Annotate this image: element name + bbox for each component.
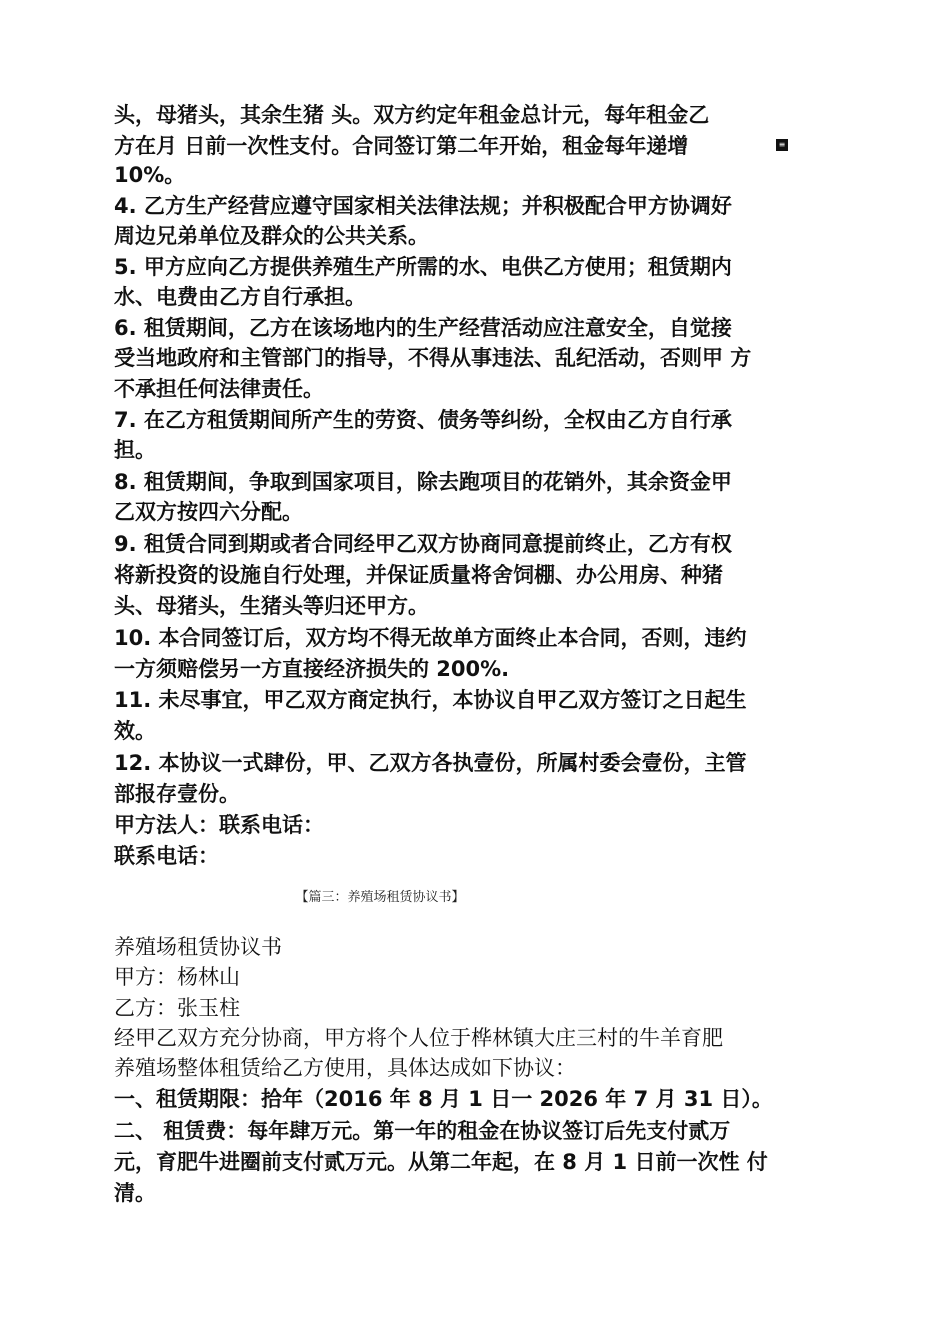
text-line: 8. 租赁期间，争取到国家项目，除去跑项目的花销外，其余资金甲: [114, 470, 732, 494]
text-line: 头、母猪头，生猪头等归还甲方。: [114, 594, 429, 618]
text-line: 10. 本合同签订后，双方均不得无故单方面终止本合同，否则，违约: [114, 626, 747, 650]
text-line: 11. 未尽事宜，甲乙双方商定执行，本协议自甲乙双方签订之日起生: [114, 688, 747, 712]
text-line: 5. 甲方应向乙方提供养殖生产所需的水、电供乙方使用；租赁期内: [114, 255, 732, 279]
text-line: 7. 在乙方租赁期间所产生的劳资、债务等纠纷，全权由乙方自行承: [114, 408, 732, 432]
text-line: 不承担任何法律责任。: [114, 377, 324, 401]
text-line: 方在月 日前一次性支付。合同签订第二年开始，租金每年递增: [114, 134, 689, 158]
text-line: 12. 本协议一式肆份，甲、乙双方各执壹份，所属村委会壹份，主管: [114, 751, 747, 775]
text-line: 周边兄弟单位及群众的公共关系。: [114, 224, 429, 248]
text-line: 甲方法人：联系电话：: [114, 813, 324, 837]
text-line: 甲方：杨林山: [114, 965, 240, 989]
text-line: 乙双方按四六分配。: [114, 500, 303, 524]
text-line: 9. 租赁合同到期或者合同经甲乙双方协商同意提前终止，乙方有权: [114, 532, 732, 556]
text-line: 水、电费由乙方自行承担。: [114, 285, 366, 309]
scan-marker-icon: ≡: [776, 139, 788, 151]
text-line: 清。: [114, 1181, 156, 1205]
text-line: 效。: [114, 719, 156, 743]
text-line: 10%。: [114, 163, 186, 187]
text-line: 担。: [114, 438, 156, 462]
text-line: 养殖场整体租赁给乙方使用，具体达成如下协议：: [114, 1056, 576, 1080]
text-line: 经甲乙双方充分协商，甲方将个人位于桦林镇大庄三村的牛羊育肥: [114, 1026, 723, 1050]
section-caption: 【篇三：养殖场租赁协议书】: [295, 890, 465, 905]
text-line: 联系电话：: [114, 844, 219, 868]
text-line: 乙方：张玉柱: [114, 996, 240, 1020]
text-line: 元，育肥牛进圈前支付贰万元。从第二年起，在 8 月 1 日前一次性 付: [114, 1150, 768, 1174]
text-line: 二、 租赁费：每年肆万元。第一年的租金在协议签订后先支付贰万: [114, 1119, 731, 1143]
text-line: 将新投资的设施自行处理，并保证质量将舍饲棚、办公用房、种猪: [114, 563, 723, 587]
text-line: 部报存壹份。: [114, 782, 240, 806]
text-line: 受当地政府和主管部门的指导，不得从事违法、乱纪活动，否则甲 方: [114, 346, 752, 370]
text-line: 4. 乙方生产经营应遵守国家相关法律法规；并积极配合甲方协调好: [114, 194, 732, 218]
text-line: 6. 租赁期间，乙方在该场地内的生产经营活动应注意安全，自觉接: [114, 316, 732, 340]
doc-title: 养殖场租赁协议书: [114, 935, 282, 959]
text-line: 一方须赔偿另一方直接经济损失的 200%.: [114, 657, 510, 681]
text-line: 头，母猪头，其余生猪 头。双方约定年租金总计元，每年租金乙: [114, 103, 710, 127]
text-line: 一、租赁期限：拾年（2016 年 8 月 1 日一 2026 年 7 月 31 日）。: [114, 1087, 773, 1111]
